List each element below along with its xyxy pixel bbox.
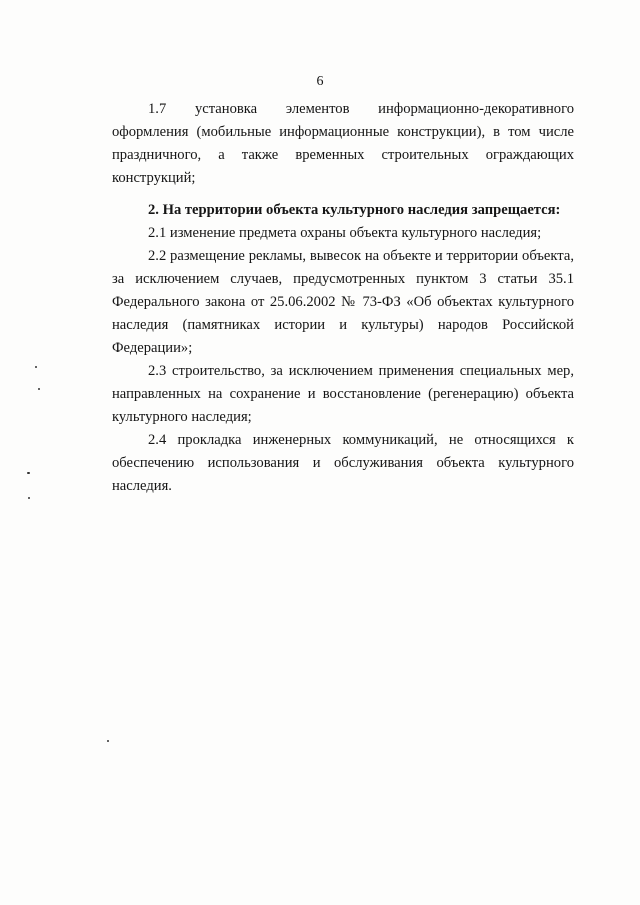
item-1-7: 1.7 установка элементов информационно-декоративного оформления (мобильные информационные конструкции), в том числе праздничного, а также временных строительных ограждающих конструкций; — [112, 101, 574, 186]
scan-speck — [107, 740, 109, 742]
page-number: 6 — [316, 74, 324, 89]
item-2-1: 2.1 изменение предмета охраны объекта культурного наследия; — [148, 225, 542, 241]
item-1-7-block — [112, 98, 574, 190]
scan-speck — [28, 497, 30, 499]
item-2-3: 2.3 строительство, за исключением применения специальных мер, направленных на сохранение и восстановление (регенерацию) объекта культурного наследия; — [112, 363, 574, 425]
scan-speck — [38, 388, 40, 390]
item-2-2: 2.2 размещение рекламы, вывесок на объекте и территории объекта, за исключением случаев, предусмотренных пунктом 3 статьи 35.1 Федерального закона от 25.06.2002 № 73-ФЗ «Об объектах культурного наследия (памятниках истории и культуры) народов Российской Федерации»; — [112, 248, 574, 356]
scan-speck — [35, 366, 37, 368]
section-2-block — [112, 199, 574, 498]
section-2-heading: 2. На территории объекта культурного наследия запрещается: — [148, 202, 561, 218]
scan-speck — [27, 472, 30, 474]
item-2-4: 2.4 прокладка инженерных коммуникаций, не относящихся к обеспечению использования и обслуживания объекта культурного наследия. — [112, 432, 574, 494]
